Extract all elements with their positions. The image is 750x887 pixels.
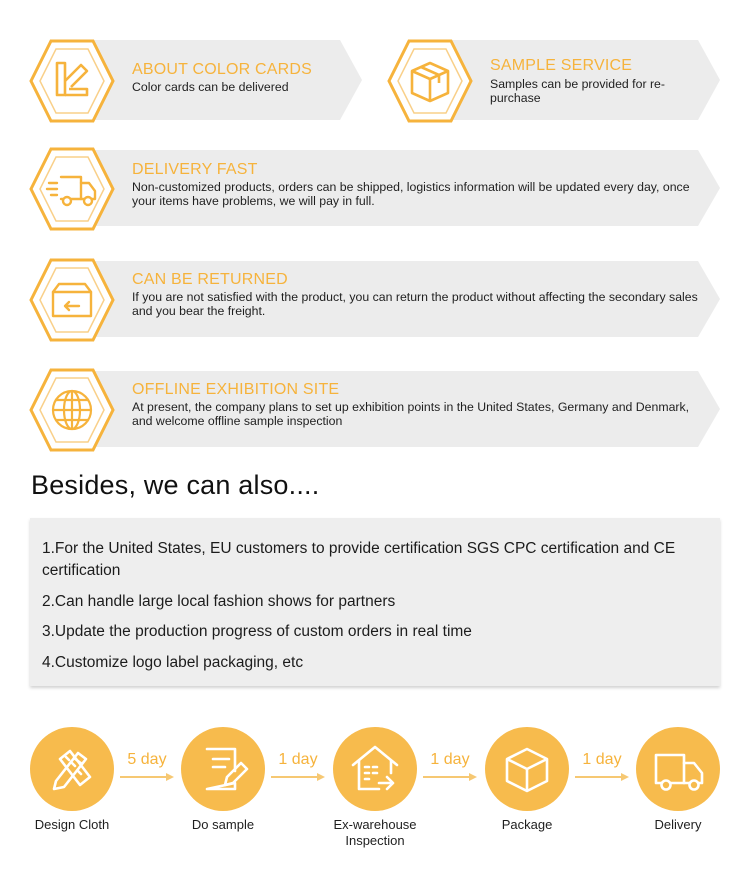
hexagon-badge bbox=[29, 366, 115, 454]
globe-icon bbox=[53, 391, 91, 429]
arrow-right-icon bbox=[271, 772, 325, 782]
section-heading: Besides, we can also.... bbox=[31, 470, 320, 500]
delivery-truck-icon bbox=[636, 727, 720, 811]
arrow-right-icon bbox=[120, 772, 174, 782]
step-label: Do sample bbox=[191, 817, 255, 832]
feature-title: CAN BE RETURNED bbox=[132, 271, 288, 288]
step-circle-package bbox=[485, 727, 569, 811]
list-item: 4.Customize logo label packaging, etc bbox=[42, 654, 304, 671]
document-edit-icon bbox=[181, 727, 265, 811]
arrow-right-icon bbox=[423, 772, 477, 782]
service-list bbox=[30, 518, 720, 686]
step-circle-delivery bbox=[636, 727, 720, 811]
list-item: 3.Update the production progress of custom orders in real time bbox=[42, 623, 472, 640]
hexagon-badge bbox=[387, 37, 473, 125]
step-duration: 1 day bbox=[278, 751, 318, 768]
warehouse-icon bbox=[333, 727, 417, 811]
step-label: Ex-warehouse Inspection bbox=[333, 817, 417, 848]
feature-description: At present, the company plans to set up exhibition points in the United States, Germany and Denmark, and welcome offline sample inspection bbox=[132, 400, 690, 428]
feature-description: Color cards can be delivered bbox=[132, 80, 289, 94]
step-duration: 1 day bbox=[582, 751, 622, 768]
hexagon-badge bbox=[29, 145, 115, 233]
step-circle-do-sample bbox=[181, 727, 265, 811]
package-icon bbox=[485, 727, 569, 811]
step-label: Design Cloth bbox=[34, 817, 110, 832]
feature-title: OFFLINE EXHIBITION SITE bbox=[132, 381, 340, 398]
step-label: Package bbox=[501, 817, 553, 832]
step-label: Delivery bbox=[654, 817, 702, 832]
step-duration: 1 day bbox=[430, 751, 470, 768]
feature-title: ABOUT COLOR CARDS bbox=[132, 61, 313, 78]
step-circle-design-cloth bbox=[30, 727, 114, 811]
hexagon-badge bbox=[29, 256, 115, 344]
list-item: 1.For the United States, EU customers to provide certification SGS CPC certification and CE certification bbox=[42, 540, 676, 579]
step-circle-ex-warehouse bbox=[333, 727, 417, 811]
hexagon-badge bbox=[29, 37, 115, 125]
feature-description: If you are not satisfied with the product, you can return the product without affecting the secondary sales and you bear the freight. bbox=[132, 290, 698, 318]
pencil-ruler-icon bbox=[30, 727, 114, 811]
list-item: 2.Can handle large local fashion shows for partners bbox=[42, 593, 396, 610]
arrow-right-icon bbox=[575, 772, 629, 782]
feature-description: Non-customized products, orders can be shipped, logistics information will be updated every day, once your items have problems, we will pay in full. bbox=[132, 180, 690, 208]
feature-title: DELIVERY FAST bbox=[132, 161, 258, 178]
feature-title: SAMPLE SERVICE bbox=[490, 57, 633, 74]
feature-description: Samples can be provided for re-purchase bbox=[490, 77, 665, 105]
step-duration: 5 day bbox=[127, 751, 167, 768]
